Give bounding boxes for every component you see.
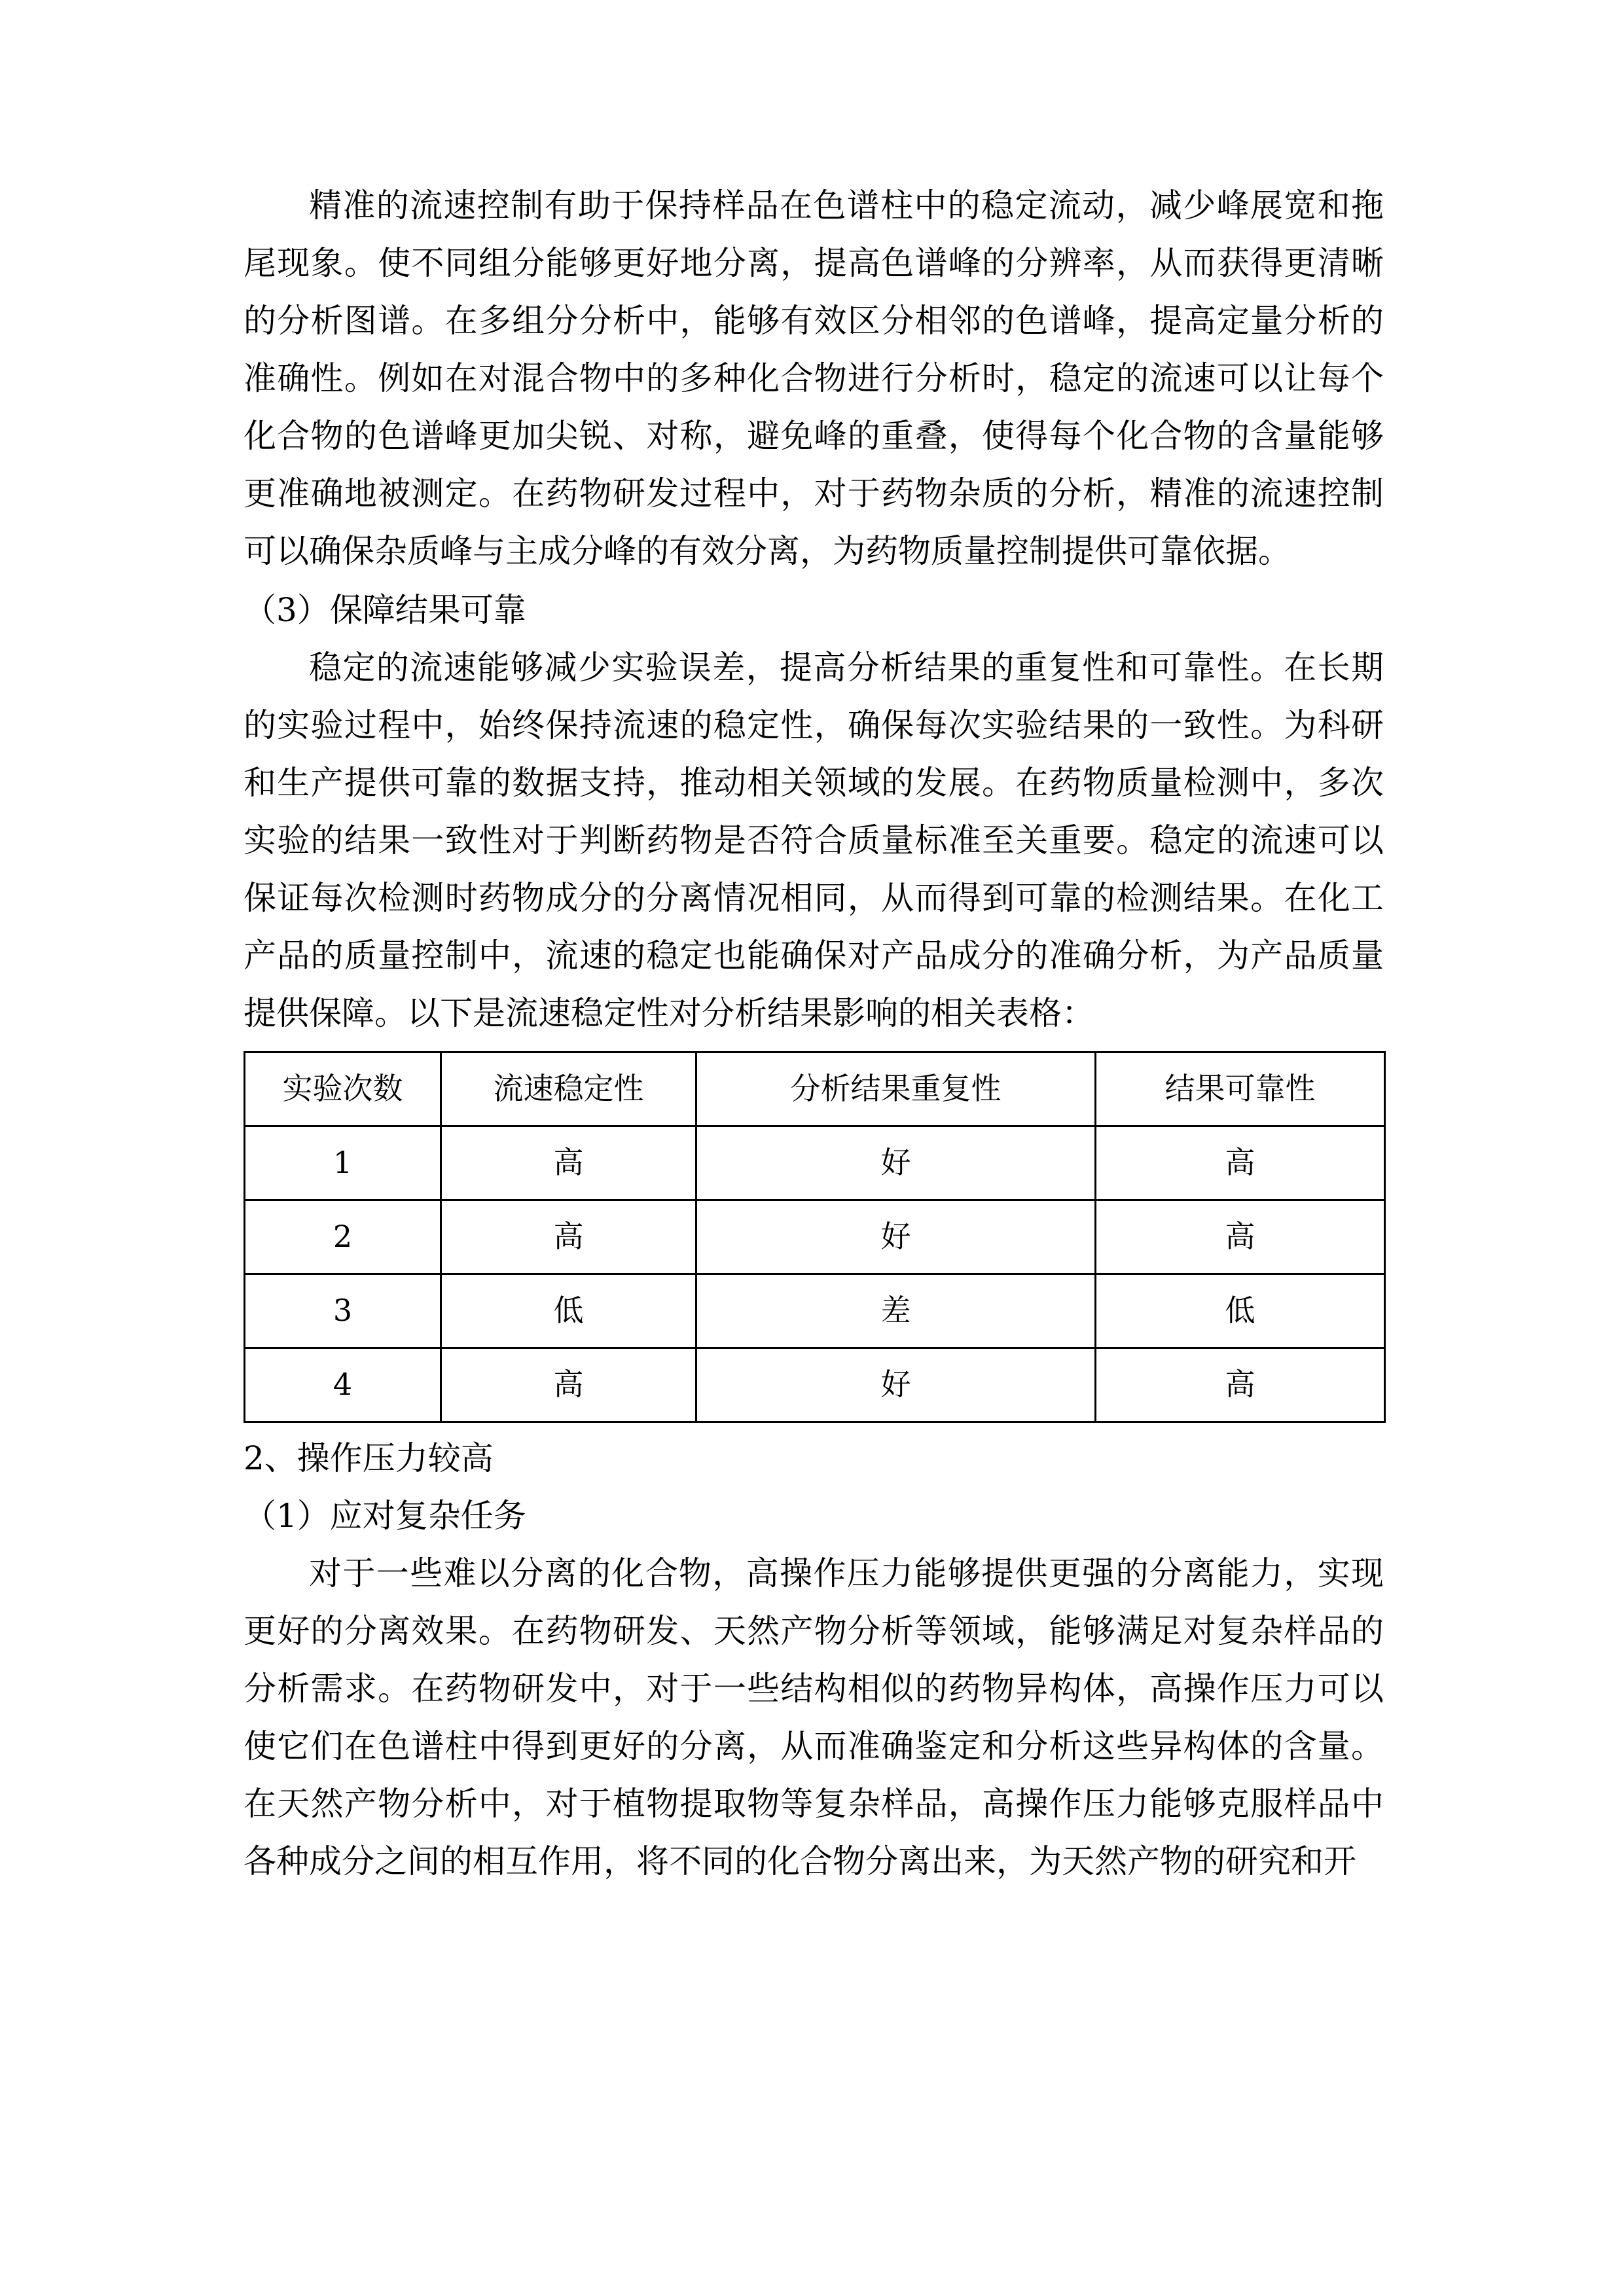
column-header-result-reliability: 结果可靠性 (1096, 1052, 1385, 1126)
paragraph-reliable-results: 稳定的流速能够减少实验误差，提高分析结果的重复性和可靠性。在长期的实验过程中，始终保持流速的稳定性，确保每次实验结果的一致性。为科研和生产提供可靠的数据支持，推动相关领域的发展。在药物质量检测中，多次实验的结果一致性对于判断药物是否符合质量标准至关重要。稳定的流速可以保证每次检测时药物成分的分离情况相同，从而得到可靠的检测结果。在化工产品的质量控制中，流速的稳定也能确保对产品成分的准确分析，为产品质量提供保障。以下是流速稳定性对分析结果影响的相关表格： (244, 649, 1384, 1032)
cell-experiment-count: 4 (245, 1348, 441, 1422)
cell-result-reliability: 高 (1096, 1200, 1385, 1274)
heading-high-operating-pressure: 2、操作压力较高 (244, 1439, 494, 1477)
heading-guarantee-reliable-results: （3）保障结果可靠 (244, 591, 526, 629)
table-flow-stability (244, 1051, 1386, 1423)
table-header-row (245, 1052, 1385, 1126)
cell-result-repeatability: 好 (696, 1200, 1096, 1274)
cell-result-reliability: 高 (1096, 1126, 1385, 1200)
cell-result-repeatability: 差 (696, 1274, 1096, 1348)
cell-flow-stability: 高 (441, 1126, 696, 1200)
table-row (245, 1348, 1385, 1422)
column-header-experiment-count: 实验次数 (245, 1052, 441, 1126)
page-content (244, 177, 1384, 1892)
cell-experiment-count: 1 (245, 1126, 441, 1200)
paragraph-complex-tasks: 对于一些难以分离的化合物，高操作压力能够提供更强的分离能力，实现更好的分离效果。在药物研发、天然产物分析等领域，能够满足对复杂样品的分析需求。在药物研发中，对于一些结构相似的药物异构体，高操作压力可以使它们在色谱柱中得到更好的分离，从而准确鉴定和分析这些异构体的含量。在天然产物分析中，对于植物提取物等复杂样品，高操作压力能够克服样品中各种成分之间的相互作用，将不同的化合物分离出来，为天然产物的研究和开 (244, 1554, 1384, 1880)
table-row (245, 1274, 1385, 1348)
cell-result-repeatability: 好 (696, 1126, 1096, 1200)
table-flow-stability-wrapper (244, 1051, 1384, 1423)
cell-result-reliability: 低 (1096, 1274, 1385, 1348)
cell-experiment-count: 3 (245, 1274, 441, 1348)
cell-result-repeatability: 好 (696, 1348, 1096, 1422)
column-header-result-repeatability: 分析结果重复性 (696, 1052, 1096, 1126)
column-header-flow-stability: 流速稳定性 (441, 1052, 696, 1126)
cell-flow-stability: 高 (441, 1348, 696, 1422)
cell-flow-stability: 高 (441, 1200, 696, 1274)
cell-flow-stability: 低 (441, 1274, 696, 1348)
cell-experiment-count: 2 (245, 1200, 441, 1274)
table-row (245, 1126, 1385, 1200)
heading-handle-complex-tasks: （1）应对复杂任务 (244, 1497, 526, 1535)
paragraph-flow-control: 精准的流速控制有助于保持样品在色谱柱中的稳定流动，减少峰展宽和拖尾现象。使不同组分能够更好地分离，提高色谱峰的分辨率，从而获得更清晰的分析图谱。在多组分分析中，能够有效区分相邻的色谱峰，提高定量分析的准确性。例如在对混合物中的多种化合物进行分析时，稳定的流速可以让每个化合物的色谱峰更加尖锐、对称，避免峰的重叠，使得每个化合物的含量能够更准确地被测定。在药物研发过程中，对于药物杂质的分析，精准的流速控制可以确保杂质峰与主成分峰的有效分离，为药物质量控制提供可靠依据。 (244, 187, 1384, 570)
cell-result-reliability: 高 (1096, 1348, 1385, 1422)
table-row (245, 1200, 1385, 1274)
